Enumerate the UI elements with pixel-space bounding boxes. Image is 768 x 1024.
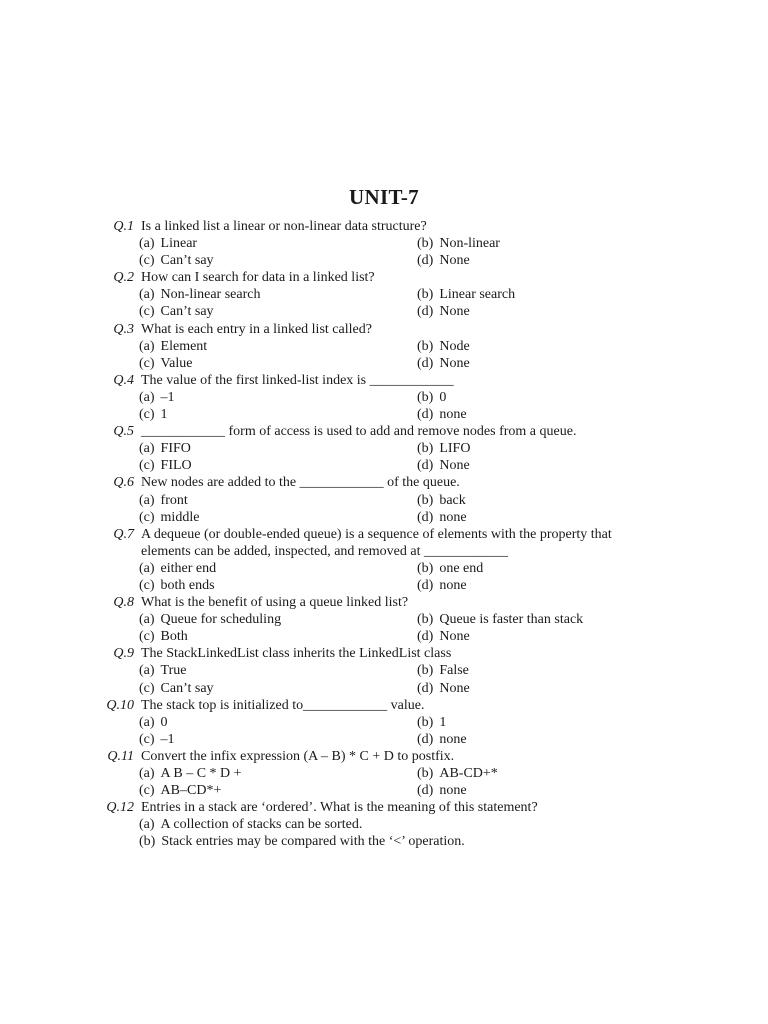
question-item [0, 799, 768, 850]
option-text: Can’t say [160, 253, 214, 269]
option-row [0, 303, 768, 320]
question-line [0, 526, 768, 543]
answer-option [417, 628, 470, 645]
option-label: (d) [417, 731, 434, 747]
answer-option [417, 765, 498, 782]
option-row [0, 389, 768, 406]
answer-option [139, 355, 192, 372]
question-text: How can I search for data in a linked list? [141, 270, 375, 286]
question-item [0, 218, 768, 269]
answer-option [417, 611, 583, 628]
option-row [0, 406, 768, 423]
option-row [0, 338, 768, 355]
question-text: Convert the infix expression (A – B) * C + D to postfix. [141, 748, 455, 764]
question-text: The value of the first linked-list index is ____________ [141, 372, 454, 388]
question-item [0, 748, 768, 799]
question-text: New nodes are added to the ____________ of the queue. [141, 475, 460, 491]
answer-option [417, 389, 446, 406]
answer-option [417, 252, 470, 269]
answer-option [417, 714, 446, 731]
option-text: both ends [160, 577, 215, 593]
option-text: Non-linear [439, 236, 500, 252]
question-text: Is a linked list a linear or non-linear data structure? [141, 219, 427, 234]
option-text: None [439, 458, 470, 474]
option-label: (b) [417, 389, 434, 405]
question-number: Q.11 [107, 748, 134, 764]
option-text: Stack entries may be compared with the ‘<’ operation. [161, 834, 465, 850]
question-text: elements can be added, inspected, and removed at ____________ [141, 543, 508, 559]
option-text: front [160, 492, 188, 508]
option-label: (a) [139, 236, 155, 252]
option-row [0, 252, 768, 269]
question-text: ____________ form of access is used to add and remove nodes from a queue. [141, 424, 577, 440]
option-text: Both [160, 629, 188, 645]
option-label: (d) [417, 355, 434, 371]
question-number: Q.10 [106, 697, 134, 713]
option-text: Value [160, 355, 193, 371]
option-text: None [439, 304, 470, 320]
answer-option [417, 235, 500, 252]
answer-option [139, 662, 186, 679]
option-label: (c) [139, 680, 155, 696]
question-line [0, 372, 768, 389]
question-line [0, 269, 768, 286]
option-label: (d) [417, 304, 434, 320]
question-item [0, 474, 768, 525]
option-text: none [439, 783, 467, 799]
answer-option [417, 662, 469, 679]
option-row [0, 765, 768, 782]
option-text: True [160, 663, 187, 679]
option-text: A B – C * D + [160, 766, 242, 781]
option-label: (a) [139, 663, 155, 679]
option-label: (d) [417, 783, 434, 799]
option-label: (c) [139, 253, 155, 269]
option-label: (b) [417, 560, 434, 576]
option-label: (b) [417, 714, 434, 730]
question-line [0, 594, 768, 611]
option-text: Can’t say [160, 680, 214, 696]
question-item [0, 423, 768, 474]
answer-option [139, 492, 188, 509]
option-label: (c) [139, 509, 155, 525]
option-label: (c) [139, 731, 155, 747]
option-row [0, 680, 768, 697]
option-label: (d) [417, 577, 434, 593]
option-row [0, 355, 768, 372]
option-text: None [439, 680, 470, 696]
question-line [0, 218, 768, 235]
question-text: Entries in a stack are ‘ordered’. What is the meaning of this statement? [141, 800, 538, 816]
page-title: UNIT-7 [349, 185, 419, 209]
option-row [0, 577, 768, 594]
answer-option [139, 628, 188, 645]
option-label: (a) [139, 287, 155, 303]
question-text: The stack top is initialized to____________ value. [141, 697, 425, 713]
question-number: Q.5 [113, 424, 134, 440]
option-label: (a) [139, 389, 155, 405]
answer-option [139, 765, 242, 782]
option-label: (a) [139, 714, 155, 730]
option-label: (c) [139, 304, 155, 320]
question-number: Q.8 [113, 595, 134, 611]
option-text: none [439, 407, 467, 423]
question-line [0, 423, 768, 440]
option-label: (b) [417, 492, 434, 508]
question-number: Q.6 [113, 475, 134, 491]
answer-option [139, 731, 175, 748]
option-text: AB-CD+* [439, 766, 498, 781]
question-item [0, 594, 768, 645]
option-label: (d) [417, 629, 434, 645]
option-label: (c) [139, 577, 155, 593]
option-row [0, 714, 768, 731]
option-label: (a) [139, 560, 155, 576]
option-text: Linear search [439, 287, 516, 303]
question-number: Q.3 [113, 321, 134, 337]
option-row [0, 235, 768, 252]
option-label: (a) [139, 492, 155, 508]
option-label: (b) [417, 663, 434, 679]
option-label: (a) [139, 817, 155, 833]
option-label: (b) [417, 236, 434, 252]
option-text: FIFO [160, 441, 191, 457]
option-text: none [439, 731, 467, 747]
answer-option [417, 303, 470, 320]
answer-option [417, 338, 470, 355]
option-row [0, 611, 768, 628]
option-text: Queue is faster than stack [439, 612, 584, 628]
answer-option [139, 252, 214, 269]
option-text: middle [160, 509, 200, 525]
answer-option [139, 406, 168, 423]
question-item [0, 269, 768, 320]
option-label: (d) [417, 458, 434, 474]
answer-option [139, 714, 168, 731]
option-text: 0 [439, 389, 447, 405]
question-line [0, 474, 768, 491]
option-label: (d) [417, 407, 434, 423]
question-number: Q.1 [113, 219, 134, 234]
question-text: What is the benefit of using a queue linked list? [141, 595, 409, 611]
question-item [0, 526, 768, 594]
answer-option [139, 833, 465, 850]
question-item [0, 697, 768, 748]
option-label: (d) [417, 509, 434, 525]
option-row [0, 457, 768, 474]
question-item [0, 372, 768, 423]
option-text: back [439, 492, 466, 508]
question-number: Q.4 [113, 372, 134, 388]
option-text: None [439, 629, 470, 645]
option-label: (c) [139, 629, 155, 645]
question-number: Q.9 [113, 646, 134, 662]
option-label: (a) [139, 338, 155, 354]
question-text: A dequeue (or double-ended queue) is a sequence of elements with the property that [141, 526, 612, 542]
answer-option [417, 457, 470, 474]
option-label: (d) [417, 680, 434, 696]
answer-option [139, 560, 216, 577]
answer-option [139, 577, 215, 594]
option-text: –1 [160, 731, 175, 747]
question-text: What is each entry in a linked list called? [141, 321, 372, 337]
option-label: (b) [417, 612, 434, 628]
option-text: Node [439, 338, 470, 354]
option-text: Non-linear search [160, 287, 261, 303]
answer-option [139, 286, 260, 303]
option-label: (d) [417, 253, 434, 269]
answer-option [139, 235, 197, 252]
option-text: FILO [160, 458, 192, 474]
answer-option [417, 560, 483, 577]
option-text: None [439, 355, 470, 371]
option-text: False [439, 663, 469, 679]
option-label: (c) [139, 458, 155, 474]
option-text: –1 [160, 389, 175, 405]
option-text: Element [160, 338, 208, 354]
answer-option [417, 440, 470, 457]
question-number: Q.7 [113, 526, 134, 542]
question-line [0, 799, 768, 816]
option-row [0, 816, 768, 833]
question-text: The StackLinkedList class inherits the LinkedList class [141, 646, 452, 662]
option-label: (b) [417, 338, 434, 354]
answer-option [417, 286, 515, 303]
option-row [0, 628, 768, 645]
option-row [0, 731, 768, 748]
answer-option [139, 782, 221, 799]
question-item [0, 321, 768, 372]
option-text: Can’t say [160, 304, 214, 320]
answer-option [417, 509, 467, 526]
option-text: None [439, 253, 470, 269]
option-label: (b) [417, 287, 434, 303]
question-line [0, 321, 768, 338]
answer-option [417, 492, 466, 509]
question-line [0, 697, 768, 714]
option-label: (c) [139, 407, 155, 423]
option-text: LIFO [439, 441, 471, 457]
answer-option [139, 680, 214, 697]
option-text: 0 [160, 714, 168, 730]
option-label: (c) [139, 783, 155, 799]
answer-option [417, 680, 470, 697]
option-label: (b) [417, 766, 434, 781]
question-number: Q.12 [106, 800, 134, 816]
question-line [0, 543, 768, 560]
option-text: AB–CD*+ [160, 783, 222, 799]
question-list [0, 218, 768, 850]
option-text: 1 [160, 407, 168, 423]
option-label: (c) [139, 355, 155, 371]
option-text: A collection of stacks can be sorted. [160, 817, 363, 833]
answer-option [139, 440, 191, 457]
option-text: none [439, 509, 467, 525]
option-row [0, 492, 768, 509]
option-row [0, 509, 768, 526]
option-text: none [439, 577, 467, 593]
answer-option [417, 355, 470, 372]
question-line [0, 645, 768, 662]
option-label: (b) [139, 834, 156, 850]
option-row [0, 782, 768, 799]
answer-option [417, 406, 467, 423]
option-text: one end [439, 560, 484, 576]
answer-option [139, 509, 199, 526]
option-row [0, 286, 768, 303]
answer-option [139, 457, 192, 474]
answer-option [139, 303, 214, 320]
option-text: 1 [439, 714, 447, 730]
option-label: (b) [417, 441, 434, 457]
option-text: Queue for scheduling [160, 612, 282, 628]
option-row [0, 662, 768, 679]
question-item [0, 645, 768, 696]
answer-option [139, 338, 207, 355]
question-number: Q.2 [113, 270, 134, 286]
answer-option [139, 816, 362, 833]
question-line [0, 748, 768, 765]
option-row [0, 440, 768, 457]
option-text: either end [160, 560, 217, 576]
option-label: (a) [139, 612, 155, 628]
answer-option [417, 731, 467, 748]
answer-option [417, 782, 467, 799]
option-label: (a) [139, 766, 155, 781]
answer-option [417, 577, 467, 594]
option-text: Linear [160, 236, 198, 252]
answer-option [139, 611, 281, 628]
option-row [0, 560, 768, 577]
option-label: (a) [139, 441, 155, 457]
answer-option [139, 389, 175, 406]
option-row [0, 833, 768, 850]
